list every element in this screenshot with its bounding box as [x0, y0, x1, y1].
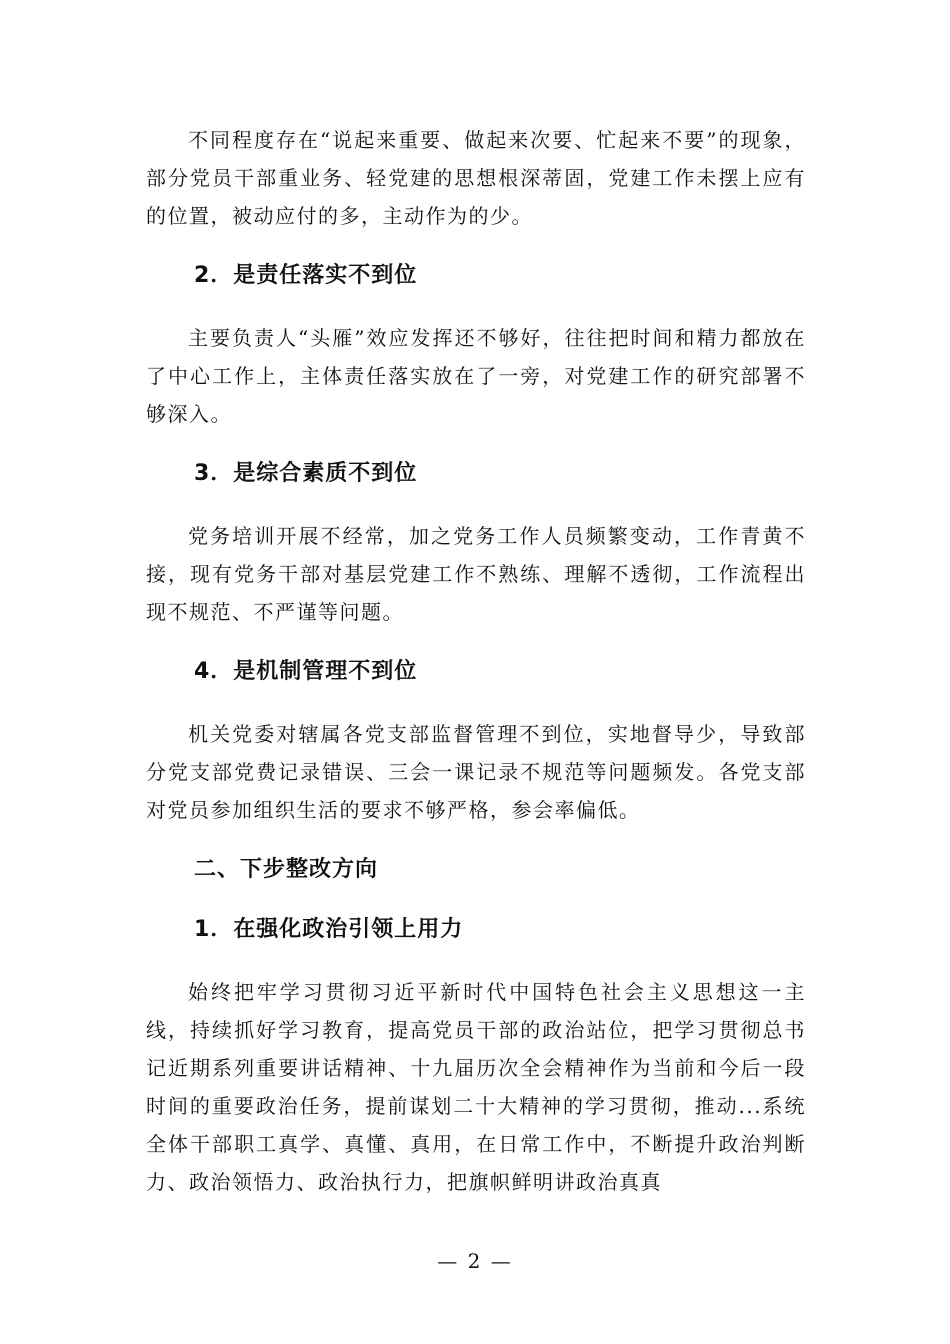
heading-quality: 3．是综合素质不到位	[194, 461, 418, 486]
paragraph-responsibility: 主要负责人“头雁”效应发挥还不够好，往往把时间和精力都放在了中心工作上，主体责任落实放在了一旁，对党建工作的研究部署不够深入。	[146, 326, 806, 426]
paragraph-intro: 不同程度存在“说起来重要、做起来次要、忙起来不要”的现象，部分党员干部重业务、轻党建的思想根深蒂固，党建工作未摆上应有的位置，被动应付的多，主动作为的少。	[146, 128, 806, 228]
paragraph-political-leadership: 始终把牢学习贯彻习近平新时代中国特色社会主义思想这一主线，持续抓好学习教育，提高党员干部的政治站位，把学习贯彻总书记近期系列重要讲话精神、十九届历次全会精神作为当前和今后一段时间的重要政治任务，提前谋划二十大精神的学习贯彻，推动...系统全体干部职工真学、真懂、真用，在日常工作中，不断提升政治判断力、政治领悟力、政治执行力，把旗帜鲜明讲政治真真	[146, 980, 806, 1194]
page-number: — 2 —	[437, 1249, 513, 1273]
heading-political-leadership: 1．在强化政治引领上用力	[194, 917, 464, 942]
section-heading-rectification: 二、下步整改方向	[194, 857, 379, 882]
paragraph-quality: 党务培训开展不经常，加之党务工作人员频繁变动，工作青黄不接，现有党务干部对基层党建工作不熟练、理解不透彻，工作流程出现不规范、不严谨等问题。	[146, 524, 806, 624]
document-body	[146, 121, 806, 1201]
paragraph-mechanism: 机关党委对辖属各党支部监督管理不到位，实地督导少，导致部分党支部党费记录错误、三会一课记录不规范等问题频发。各党支部对党员参加组织生活的要求不够严格，参会率偏低。	[146, 722, 806, 822]
heading-mechanism: 4．是机制管理不到位	[194, 659, 418, 684]
heading-responsibility: 2．是责任落实不到位	[194, 263, 418, 288]
